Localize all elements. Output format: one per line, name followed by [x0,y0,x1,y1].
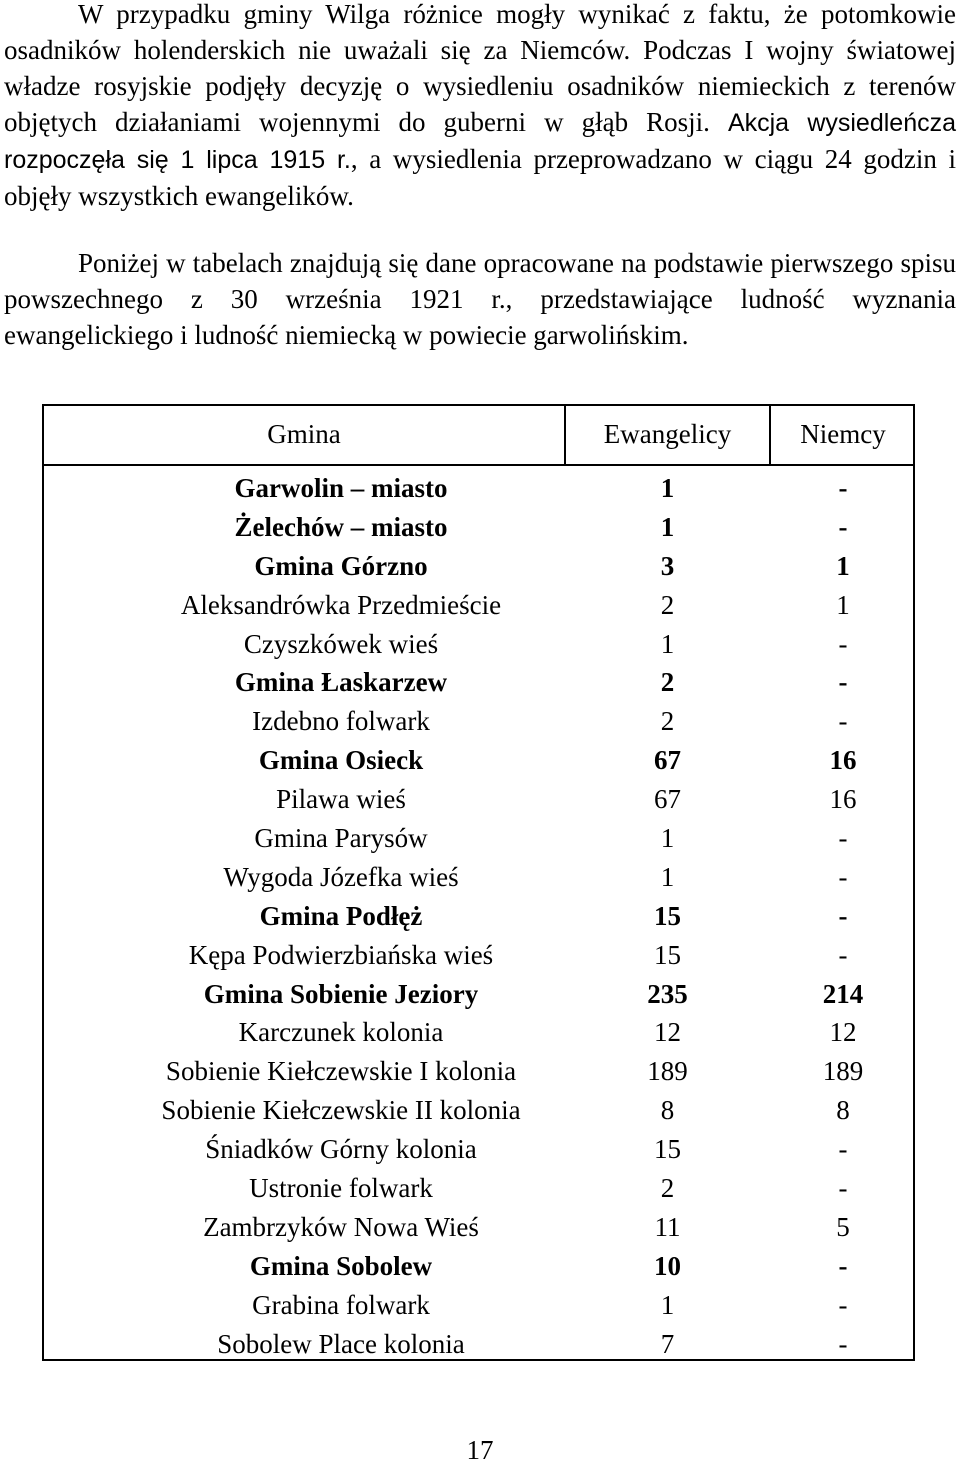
cell-niemcy: - [838,1173,848,1204]
cell-gmina: Karczunek kolonia [238,1017,444,1048]
cell-gmina: Śniadków Górny kolonia [205,1134,477,1165]
table-row [44,1130,913,1169]
cell-niemcy: 16 [829,784,857,815]
table-row [44,469,913,508]
cell-ewangelicy: 11 [654,1211,681,1242]
table-intro-paragraph [4,245,956,353]
cell-ewangelicy: 15 [654,939,681,970]
cell-niemcy: 189 [822,1056,864,1087]
table-row [44,897,913,936]
cell-ewangelicy: 1 [660,861,675,892]
cell-gmina: Garwolin – miasto [234,473,448,503]
cell-ewangelicy: 8 [660,1095,675,1126]
intro-text-part-2: Akcja wysiedleńcza rozpoczęła się 1 lipca 1915 r. [4,109,957,174]
cell-niemcy: - [838,628,848,659]
cell-ewangelicy: 2 [660,1173,675,1204]
cell-gmina: Gmina Sobolew [249,1250,433,1281]
cell-ewangelicy: 1 [660,823,675,854]
cell-niemcy: - [838,473,848,503]
cell-gmina: Zambrzyków Nowa Wieś [203,1211,479,1242]
cell-gmina: Ustronie folwark [249,1173,433,1204]
cell-niemcy: - [838,939,848,970]
table-row [44,663,913,702]
cell-gmina: Gmina Podłęż [259,900,423,931]
cell-ewangelicy: 2 [660,589,675,620]
cell-ewangelicy: 2 [660,706,675,737]
table-row [44,1247,913,1286]
table-row [44,547,913,586]
cell-niemcy: - [838,900,848,931]
header-niemcy: Niemcy [800,419,886,449]
cell-niemcy: - [838,667,848,698]
cell-ewangelicy: 3 [660,550,675,581]
cell-gmina: Sobienie Kiełczewskie I kolonia [165,1056,517,1087]
census-table [42,404,915,1361]
cell-ewangelicy: 1 [660,511,675,542]
cell-ewangelicy: 189 [647,1056,688,1087]
cell-ewangelicy: 1 [660,628,675,659]
intro-paragraph [4,0,956,214]
table-body [44,469,913,1363]
cell-niemcy: 12 [829,1017,857,1048]
cell-ewangelicy: 15 [654,900,681,931]
page-number: 17 [466,1435,494,1465]
table-row [44,858,913,897]
cell-gmina: Czyszkówek wieś [243,628,439,659]
cell-ewangelicy: 67 [654,745,681,776]
cell-gmina: Gmina Łaskarzew [234,667,448,698]
cell-gmina: Sobienie Kiełczewskie II kolonia [161,1095,521,1126]
cell-gmina: Aleksandrówka Przedmieście [180,589,502,620]
cell-niemcy: - [838,511,848,542]
cell-ewangelicy: 235 [647,978,688,1009]
table-row [44,508,913,547]
cell-gmina: Izdebno folwark [252,706,430,737]
cell-ewangelicy: 7 [660,1328,675,1359]
table-row [44,741,913,780]
cell-niemcy: 5 [836,1211,850,1242]
intro-text-part-1: W przypadku gminy Wilga różnice mogły wynikać z faktu, że potomkowie osadników holenderskich nie uważali się za Niemców. Podczas I wojny światowej władze rosyjskie podjęły decyzję o wysiedleniu osadników niemieckich z terenów objętych działaniami wojennymi do guberni w głąb Rosji. [4,0,956,137]
table-row [44,625,913,664]
cell-gmina: Gmina Parysów [254,823,428,854]
cell-gmina: Gmina Osieck [258,745,424,776]
table-intro-text-part-2: , przedstawiające ludność wyznania ewangelickiego i ludność niemiecką w powiecie garwolińskim. [4,284,956,350]
table-row [44,586,913,625]
table-row [44,702,913,741]
header-ewangelicy: Ewangelicy [603,419,732,449]
cell-ewangelicy: 10 [654,1250,681,1281]
cell-ewangelicy: 2 [660,667,675,698]
cell-gmina: Gmina Sobienie Jeziory [203,978,479,1009]
table-row [44,1208,913,1247]
table-row [44,936,913,975]
header-underline [44,464,913,466]
cell-ewangelicy: 1 [660,1289,675,1320]
cell-ewangelicy: 12 [654,1017,681,1048]
table-row [44,1286,913,1325]
cell-niemcy: 214 [822,978,864,1009]
cell-niemcy: 16 [829,745,857,776]
intro-text-part-3: , a wysiedlenia przeprowadzano w ciągu 24 godzin i objęły wszystkich ewangelików. [4,144,956,211]
cell-gmina: Grabina folwark [252,1289,430,1320]
table-row [44,1013,913,1052]
cell-niemcy: 1 [836,550,850,581]
header-gmina: Gmina [267,419,341,449]
table-row [44,780,913,819]
cell-ewangelicy: 67 [654,784,681,815]
cell-niemcy: 8 [836,1095,850,1126]
cell-niemcy: - [838,823,848,854]
table-row [44,1091,913,1130]
cell-gmina: Kępa Podwierzbiańska wieś [188,939,494,970]
cell-niemcy: - [838,1328,848,1359]
table-row [44,1169,913,1208]
cell-niemcy: - [838,706,848,737]
cell-gmina: Gmina Górzno [254,550,428,581]
cell-gmina: Żelechów – miasto [234,511,448,542]
cell-ewangelicy: 1 [660,473,675,503]
table-row [44,819,913,858]
table-row [44,975,913,1014]
cell-gmina: Sobolew Place kolonia [217,1328,465,1359]
cell-gmina: Pilawa wieś [276,784,406,815]
table-row [44,1052,913,1091]
cell-niemcy: 1 [836,589,850,620]
table-row [44,1325,913,1364]
cell-gmina: Wygoda Józefka wieś [223,861,459,892]
table-intro-text-part-1: Poniżej w tabelach znajdują się dane opracowane na podstawie pierwszego spisu powszechnego z 30 września 1921 r. [4,248,956,314]
cell-niemcy: - [838,1250,848,1281]
cell-ewangelicy: 15 [654,1134,681,1165]
cell-niemcy: - [838,861,848,892]
cell-niemcy: - [838,1289,848,1320]
cell-niemcy: - [838,1134,848,1165]
